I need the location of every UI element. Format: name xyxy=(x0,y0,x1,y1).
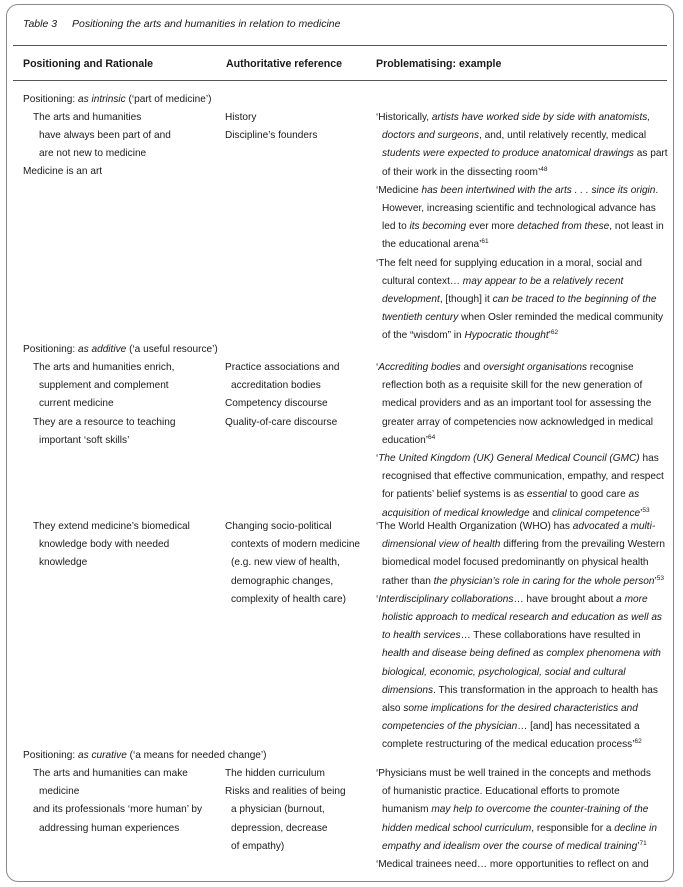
example-line: twentieth century when Osler reminded the medical community xyxy=(382,312,664,324)
example-line: dimensions. This transformation in the approach to health has xyxy=(382,684,658,696)
rationale-line: The arts and humanities can make xyxy=(33,768,188,779)
reference-line: Competency discourse xyxy=(225,398,328,410)
example-line: cultural context… may appear to be a relatively recent xyxy=(382,275,624,287)
reference-line: of empathy) xyxy=(231,840,285,852)
reference-line: Discipline’s founders xyxy=(225,130,318,142)
rationale-line: and its professionals ‘more human’ by xyxy=(33,804,203,816)
section-heading: Positioning: as intrinsic (‘part of medicine’) xyxy=(23,94,212,105)
rationale-line: supplement and complement xyxy=(39,380,169,392)
example-line: dimensional view of health differing from the prevailing Western xyxy=(382,539,665,551)
example-line: ‘Medical trainees need… more opportunities to reflect on and xyxy=(376,859,649,870)
example-line: acquisition of medical knowledge and clinical competence’$^{53}$ xyxy=(382,506,650,519)
rationale-line: The arts and humanities xyxy=(33,112,142,123)
reference-line: Practice associations and xyxy=(225,362,340,373)
column-header-positioning: Positioning and Rationale xyxy=(23,58,154,70)
example-line: students were expected to produce anatomical drawings as part xyxy=(382,148,668,160)
reference-line: (e.g. new view of health, xyxy=(231,557,340,569)
reference-line: complexity of health care) xyxy=(231,593,347,605)
example-line: ‘The felt need for supplying education in a moral, social and xyxy=(376,257,642,269)
example-line: ‘Accrediting bodies and oversight organisations recognise xyxy=(376,362,634,373)
example-line: rather than the physician’s role in caring for the whole person’$^{53}$ xyxy=(382,574,664,587)
example-line: ‘Medicine has been intertwined with the arts . . . since its origin. xyxy=(376,184,659,196)
rationale-line: have always been part of and xyxy=(39,130,171,142)
example-line: led to its becoming ever more detached from these, not least in xyxy=(382,221,664,233)
reference-line: a physician (burnout, xyxy=(231,804,325,816)
example-line: the educational arena’$^{61}$ xyxy=(382,238,489,251)
rationale-line: knowledge body with needed xyxy=(39,539,170,551)
example-line: reflection both as a requisite skill for the new generation of xyxy=(382,380,643,392)
rationale-line: They are a resource to teaching xyxy=(33,416,176,428)
reference-line: Quality-of-care discourse xyxy=(225,416,338,428)
example-line: recognised that effective communication, empathy, and respect xyxy=(382,471,664,483)
rationale-line: are not new to medicine xyxy=(39,148,147,160)
reference-line: History xyxy=(225,112,257,123)
header-rule xyxy=(13,80,667,81)
reference-line: accreditation bodies xyxy=(231,380,321,392)
column-header-reference: Authoritative reference xyxy=(226,58,342,70)
example-line: medical providers and as an important tool for assessing the xyxy=(382,398,652,410)
example-line: complete restructuring of the medical education process’$^{62}$ xyxy=(382,738,642,751)
example-line: hidden medical school curriculum, responsible for a decline in xyxy=(382,822,657,834)
table-caption xyxy=(23,18,340,30)
example-line: empathy and idealism over the course of medical training’$^{71}$ xyxy=(382,839,647,852)
example-line: for patients’ belief systems is as essential to good care as xyxy=(382,489,640,501)
example-line: ‘The World Health Organization (WHO) has advocated a multi- xyxy=(376,521,656,532)
table-number: Table 3 xyxy=(23,18,58,30)
table-title: Positioning the arts and humanities in relation to medicine xyxy=(71,18,341,30)
rationale-line: They extend medicine’s biomedical xyxy=(33,521,190,532)
reference-line: contexts of modern medicine xyxy=(231,539,361,551)
rationale-line: addressing human experiences xyxy=(39,822,180,834)
example-line: biological, economic, psychological, social and cultural xyxy=(382,666,626,678)
example-line: competencies of the physician… [and] has necessitated a xyxy=(382,721,640,733)
rationale-line: knowledge xyxy=(39,557,88,569)
section-heading: Positioning: as curative (‘a means for needed change’) xyxy=(23,750,267,761)
section-heading: Positioning: as additive (‘a useful resource’) xyxy=(23,344,218,355)
reference-line: Changing socio-political xyxy=(225,521,332,532)
column-header-example: Problematising: example xyxy=(376,58,502,70)
example-line: of their work in the dissecting room’$^{48}$ xyxy=(382,165,548,178)
example-line: of humanistic practice. Educational efforts to promote xyxy=(382,786,620,798)
example-line: of the “wisdom” in Hypocratic thought’$^{62}$ xyxy=(382,329,559,342)
example-line: development, [though] it can be traced to the beginning of the xyxy=(382,294,657,305)
reference-line: The hidden curriculum xyxy=(225,768,325,779)
example-line: ‘The United Kingdom (UK) General Medical Council (GMC) has xyxy=(376,453,659,464)
example-line: education’$^{64}$ xyxy=(382,433,436,446)
example-line: biomedical model focused predominantly on physical health xyxy=(382,557,649,569)
example-line: to health services… These collaborations have resulted in xyxy=(382,630,641,642)
rationale-line: important ‘soft skills’ xyxy=(39,434,130,446)
example-line: holistic approach to medical research and education as well as xyxy=(382,612,662,623)
example-line: ‘Interdisciplinary collaborations… have brought about a more xyxy=(376,593,648,605)
rationale-line: current medicine xyxy=(39,398,114,410)
example-line: health and disease being defined as complex phenomena with xyxy=(382,648,661,660)
top-rule xyxy=(13,45,667,46)
reference-line: Risks and realities of being xyxy=(225,786,346,798)
example-line: also some implications for the desired characteristics and xyxy=(382,703,638,714)
rationale-line: medicine xyxy=(39,786,80,798)
rationale-line: The arts and humanities enrich, xyxy=(33,362,175,373)
example-line: ‘Physicians must be well trained in the concepts and methods xyxy=(376,768,651,779)
rationale-line: Medicine is an art xyxy=(23,166,103,177)
table-frame xyxy=(6,4,674,882)
reference-line: demographic changes, xyxy=(231,575,334,587)
example-line: greater array of competencies now acknowledged in medical xyxy=(382,416,653,428)
example-line: ‘Historically, artists have worked side by side with anatomists, xyxy=(376,112,651,123)
example-line: humanism may help to overcome the counter-training of the xyxy=(382,804,649,816)
example-line: However, increasing scientific and technological advance has xyxy=(382,203,656,214)
reference-line: depression, decrease xyxy=(231,822,328,834)
example-line: doctors and surgeons, and, until relatively recently, medical xyxy=(382,130,647,142)
